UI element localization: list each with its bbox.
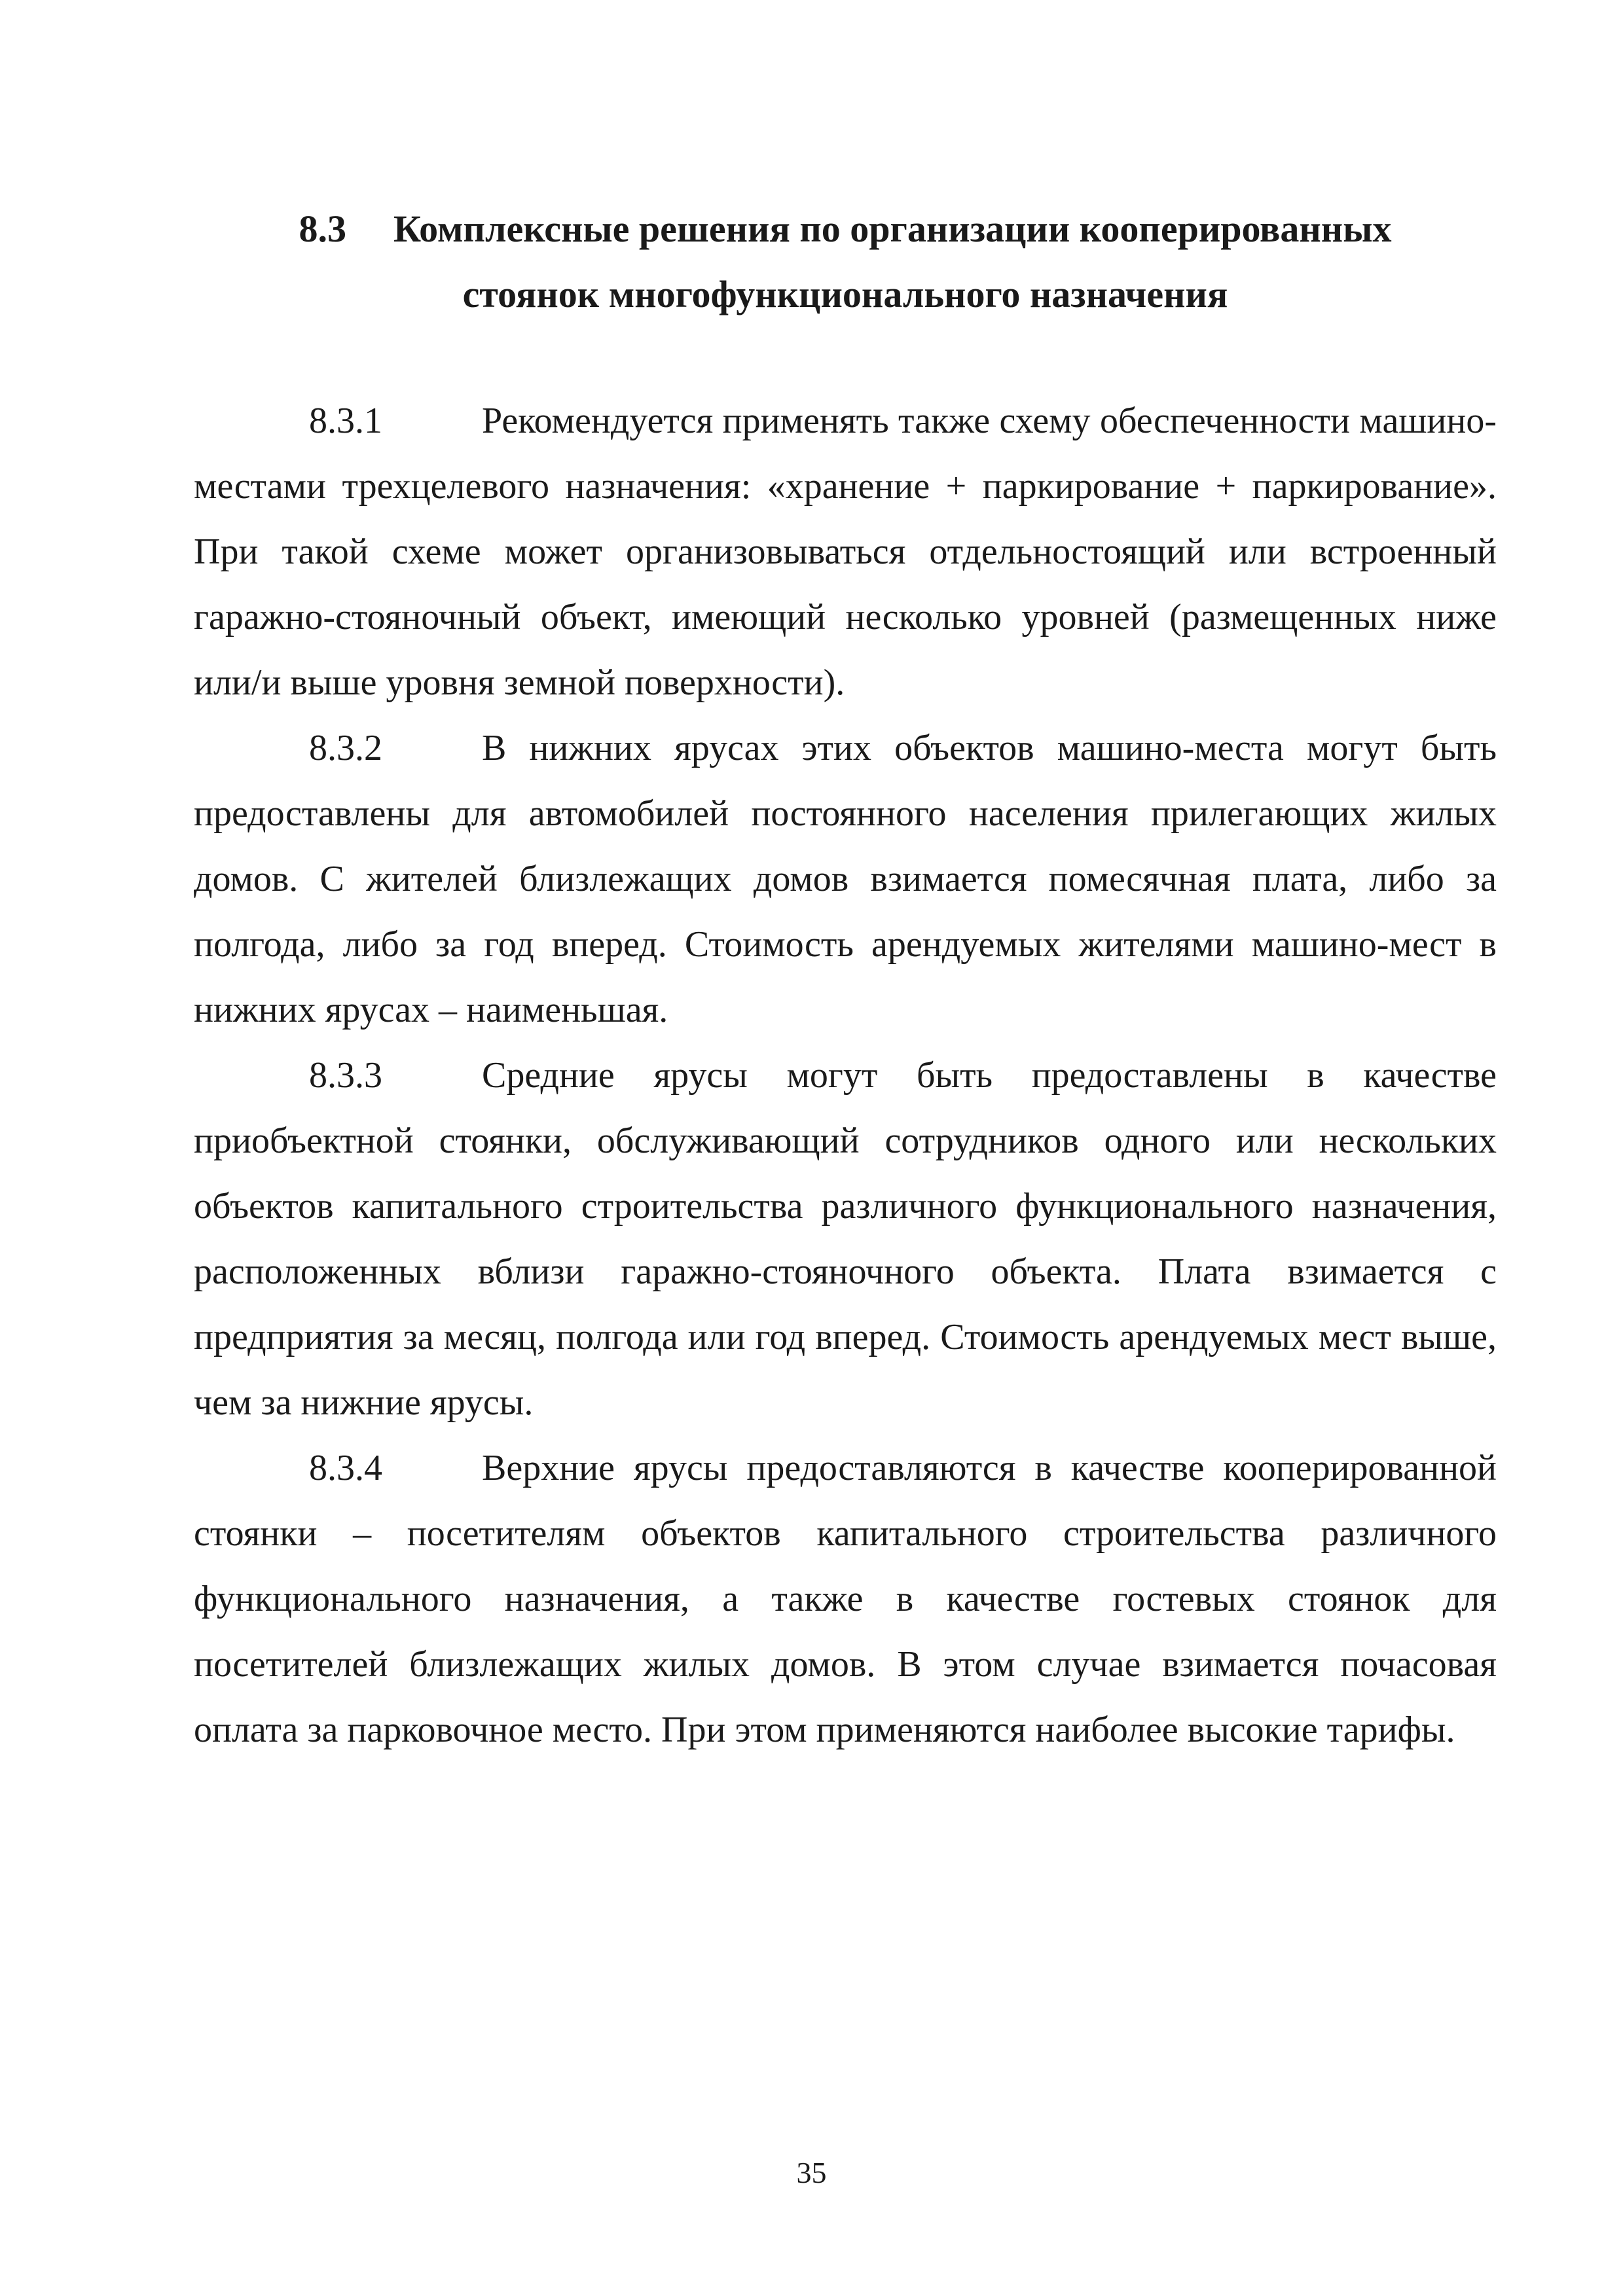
paragraph-text: Рекомендуется применять также схему обеспеченности машино-местами трехцелевого назначения: «хранение + паркирование + паркирование». При такой схеме может организовываться отдельностоящий или встроенный гаражно-стояночный объект, имеющий несколько уровней (размещенных ниже или/и выше уровня земной поверхности). <box>194 401 1497 703</box>
paragraph-number: 8.3.3 <box>309 1055 382 1096</box>
paragraph-8-3-1 <box>194 388 1497 715</box>
page-number: 35 <box>796 2156 827 2189</box>
section-heading-line-1 <box>194 196 1497 262</box>
paragraph-text: Средние ярусы могут быть предоставлены в качестве приобъектной стоянки, обслуживающий сотрудников одного или нескольких объектов капитального строительства различного функционального назначения, расположенных вблизи гаражно-стояночного объекта. Плата взимается с предприятия за месяц, полгода или год вперед. Стоимость арендуемых мест выше, чем за нижние ярусы. <box>194 1055 1497 1423</box>
section-title-part-1: Комплексные решения по организации кооперированных <box>393 207 1392 250</box>
paragraph-number: 8.3.1 <box>309 401 382 441</box>
paragraph-number: 8.3.2 <box>309 728 382 768</box>
paragraph-text: В нижних ярусах этих объектов машино-места могут быть предоставлены для автомобилей постоянного населения прилегающих жилых домов. С жителей близлежащих домов взимается помесячная плата, либо за полгода, либо за год вперед. Стоимость арендуемых жителями машино-мест в нижних ярусах – наименьшая. <box>194 728 1497 1030</box>
section-title-part-2: стоянок многофункционального назначения <box>462 273 1228 315</box>
section-number: 8.3 <box>299 207 346 250</box>
paragraph-8-3-3 <box>194 1043 1497 1435</box>
paragraph-number: 8.3.4 <box>309 1448 382 1488</box>
section-heading <box>194 196 1497 327</box>
paragraph-text: Верхние ярусы предоставляются в качестве кооперированной стоянки – посетителям объектов капитального строительства различного функционального назначения, а также в качестве гостевых стоянок для посетителей близлежащих жилых домов. В этом случае взимается почасовая оплата за парковочное место. При этом применяются наиболее высокие тарифы. <box>194 1448 1497 1750</box>
paragraph-8-3-4 <box>194 1435 1497 1763</box>
section-body <box>194 388 1497 1763</box>
paragraph-8-3-2 <box>194 715 1497 1043</box>
